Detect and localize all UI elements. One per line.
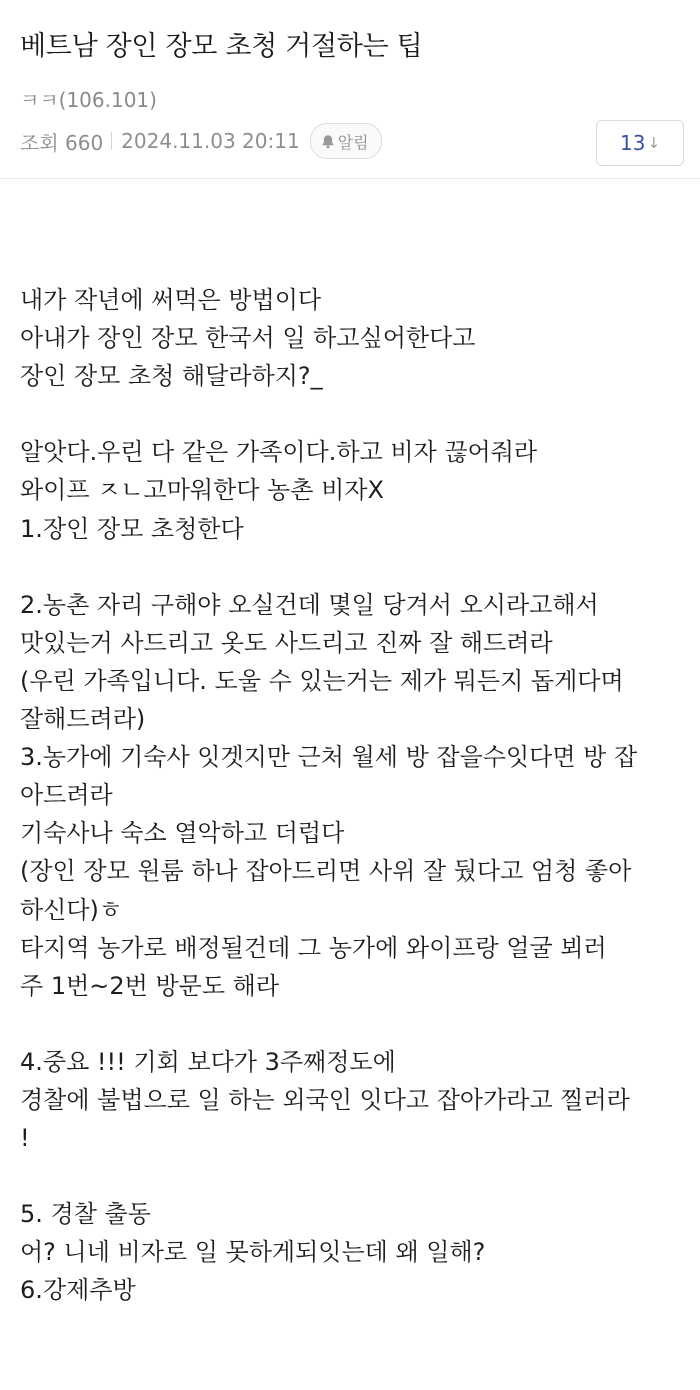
post-body-line: (우린 가족입니다. 도울 수 있는거는 제가 뭐든지 돕게다며 [20,666,624,695]
post-body-line: 어? 니네 비자로 일 못하게되잇는데 왜 일해? [20,1238,486,1267]
post-body-line [20,1157,690,1195]
view-count: 조회 660 [20,130,104,155]
comment-count-button[interactable] [596,120,684,166]
post-header [0,0,700,178]
post-body-line [20,395,690,433]
post-body-line: 내가 작년에 써먹은 방법이다 [20,286,322,314]
arrow-down-icon: ↓ [647,134,661,152]
post-body-line: 기숙사나 숙소 열악하고 더럽다 [20,819,345,848]
post-body-line: 아드려라 [20,781,113,810]
post-body-line: 2.농촌 자리 구해야 오실건데 몇일 당겨서 오시라고해서 [20,590,599,619]
bell-icon [321,134,335,149]
post-body-line: 맛있는거 사드리고 옷도 사드리고 진짜 잘 해드려라 [20,628,553,657]
comment-count: 13 [619,131,646,155]
post-body-line: ! [20,1124,30,1153]
header-divider [0,178,700,179]
post-body-line: 3.농가에 기숙사 잇겟지만 근처 월세 방 잡을수잇다면 방 잡 [20,743,638,772]
post-body-line: 하신다)ㅎ [20,895,123,924]
post-datetime: 2024.11.03 20:11 [121,129,300,153]
post-body-line [20,1005,690,1043]
author-name[interactable]: ㅋㅋ(106.101) [20,88,157,112]
post-body-line: 타지역 농가로 배정될건데 그 농가에 와이프랑 얼굴 뵈러 [20,933,607,962]
meta-divider [111,132,112,150]
post-body-line: 알앗다.우린 다 같은 가족이다.하고 비자 끊어줘라 [20,438,538,467]
post-body-line: 와이프 ㅈㄴ고마워한다 농촌 비자X [20,476,384,505]
post-body-line: 아내가 장인 장모 한국서 일 하고싶어한다고 [20,324,476,353]
post-body [20,281,690,1310]
post-body-line: 경찰에 불법으로 일 하는 외국인 잇다고 잡아가라고 찔러라 [20,1085,630,1114]
post-body-line: (장인 장모 원룸 하나 잡아드리면 사위 잘 뒀다고 엄청 좋아 [20,857,632,886]
post-meta [20,122,382,160]
post-body-line: 주 1번~2번 방문도 해라 [20,971,280,1000]
alarm-button[interactable] [310,123,382,159]
post-body-line: 5. 경찰 출동 [20,1200,151,1229]
post-title: 베트남 장인 장모 초청 거절하는 팁 [20,31,423,62]
post-body-line: 1.장인 장모 초청한다 [20,514,244,543]
post-body-line: 6.강제추방 [20,1276,136,1305]
post-body-line: 장인 장모 초청 해달라하지?_ [20,362,323,391]
post-body-line: 잘해드려라) [20,705,146,734]
alarm-label: 알림 [337,132,369,152]
post-body-line: 4.중요 !!! 기회 보다가 3주째정도에 [20,1047,396,1076]
post-body-line [20,548,690,586]
